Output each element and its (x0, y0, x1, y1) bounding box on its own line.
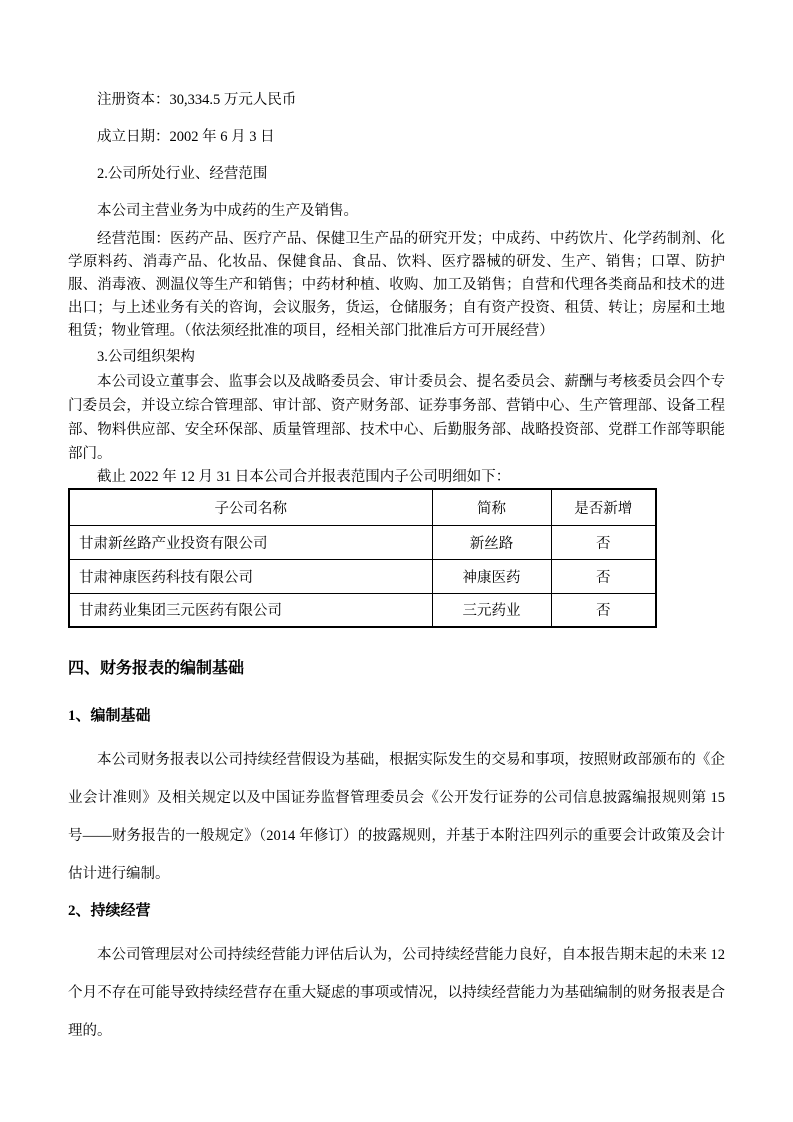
industry-scope-heading: 2.公司所处行业、经营范围 (97, 166, 268, 182)
table-row (69, 593, 656, 627)
short-name-cell: 三元药业 (432, 593, 551, 627)
registered-capital-line: 注册资本：30,334.5 万元人民币 (97, 92, 297, 108)
column-header-newly-added: 是否新增 (551, 489, 656, 525)
going-concern-paragraph: 本公司管理层对公司持续经营能力评估后认为，公司持续经营能力良好，自本报告期末起的未来 12 个月不存在可能导致持续经营存在重大疑虑的事项或情况，以持续经营能力为基础编制的财务报表是合理的。 (68, 947, 725, 1039)
short-name-cell: 新丝路 (432, 525, 551, 559)
business-scope-paragraph: 经营范围：医药产品、医疗产品、保健卫生产品的研究开发；中成药、中药饮片、化学药制剂、化学原料药、消毒产品、化妆品、保健食品、食品、饮料、医疗器械的研发、生产、销售；口罩、防护服、消毒液、测温仪等生产和销售；中药材种植、收购、加工及销售；自营和代理各类商品和技术的进出口；与上述业务有关的咨询，会议服务，货运，仓储服务；自有资产投资、租赁、转让；房屋和土地租赁；物业管理。（依法须经批准的项目，经相关部门批准后方可开展经营） (68, 231, 725, 339)
subsidiaries-table (68, 488, 657, 628)
short-name-cell: 神康医药 (432, 559, 551, 593)
preparation-basis-paragraph: 本公司财务报表以公司持续经营假设为基础，根据实际发生的交易和事项，按照财政部颁布的《企业会计准则》及相关规定以及中国证券监督管理委员会《公开发行证券的公司信息披露编报规则第 15 号——财务报告的一般规定》（2014 年修订）的披露规则，并基于本附注四列示的重要会计政策及会计估计进行编制。 (68, 752, 725, 882)
subsection-1-heading: 1、编制基础 (68, 708, 151, 724)
subsection-2-heading: 2、持续经营 (68, 903, 151, 919)
establishment-date-line: 成立日期：2002 年 6 月 3 日 (97, 129, 275, 145)
column-header-short-name: 简称 (432, 489, 551, 525)
newly-added-cell: 否 (551, 525, 656, 559)
subsidiary-name-cell: 甘肃新丝路产业投资有限公司 (69, 525, 432, 559)
main-business-line: 本公司主营业务为中成药的生产及销售。 (97, 203, 358, 219)
column-header-subsidiary-name: 子公司名称 (69, 489, 432, 525)
newly-added-cell: 否 (551, 559, 656, 593)
table-row (69, 559, 656, 593)
newly-added-cell: 否 (551, 593, 656, 627)
org-structure-heading: 3.公司组织架构 (97, 349, 195, 365)
subsidiary-name-cell: 甘肃神康医药科技有限公司 (69, 559, 432, 593)
section-4-heading: 四、财务报表的编制基础 (68, 660, 245, 677)
subsidiaries-table-header-row (69, 489, 656, 525)
subsidiary-name-cell: 甘肃药业集团三元医药有限公司 (69, 593, 432, 627)
org-structure-paragraph: 本公司设立董事会、监事会以及战略委员会、审计委员会、提名委员会、薪酬与考核委员会四个专门委员会，并设立综合管理部、审计部、资产财务部、证券事务部、营销中心、生产管理部、设备工程部、物料供应部、安全环保部、质量管理部、技术中心、后勤服务部、战略投资部、党群工作部等职能部门。 (68, 374, 725, 462)
subsidiaries-intro-line: 截止 2022 年 12 月 31 日本公司合并报表范围内子公司明细如下： (97, 469, 511, 485)
table-row (69, 525, 656, 559)
